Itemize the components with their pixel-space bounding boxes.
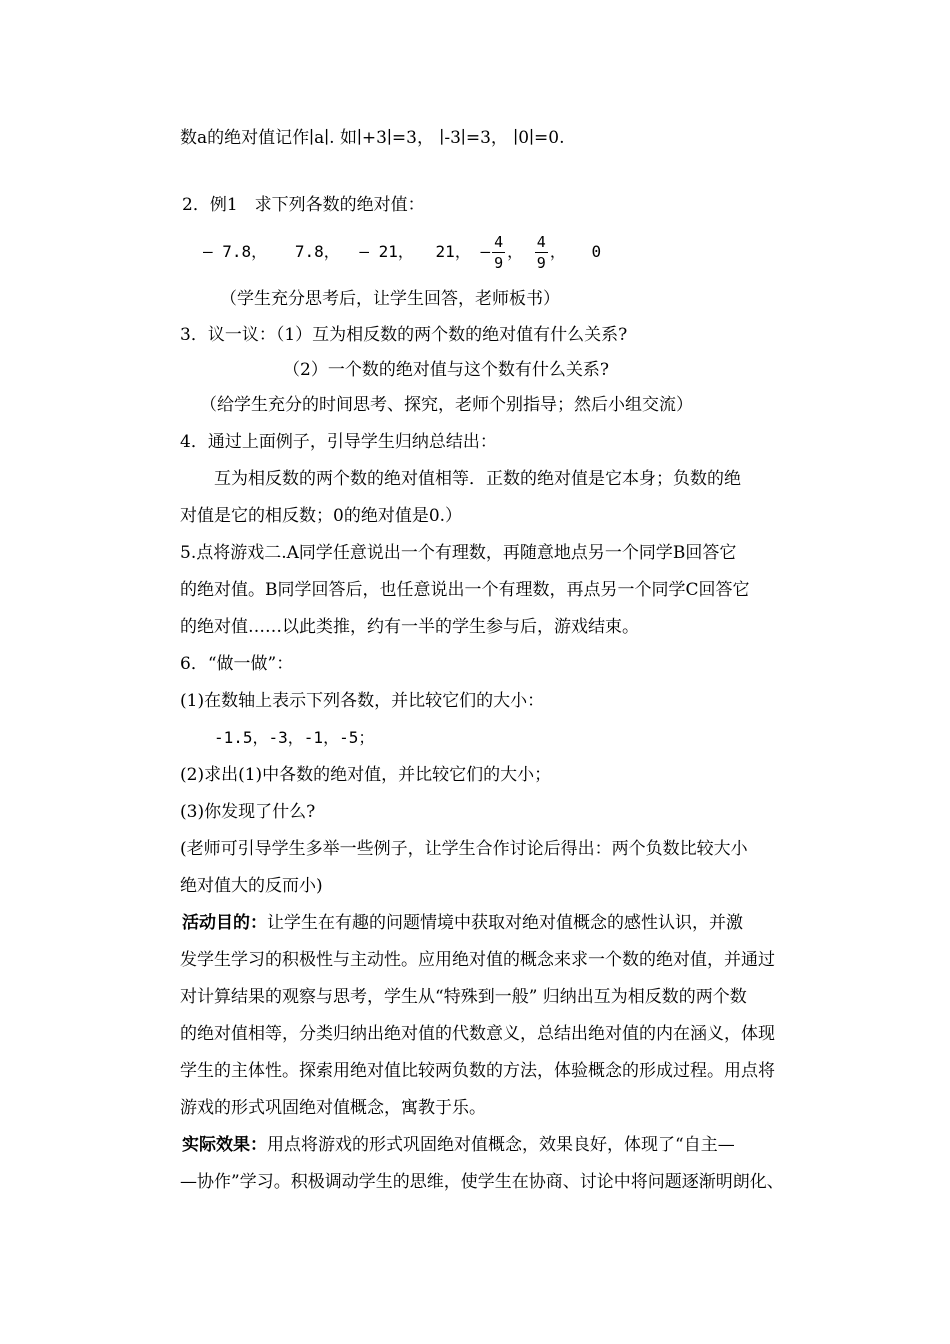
text-line: (老师可引导学生多举一些例子，让学生合作讨论后得出：两个负数比较大小	[180, 839, 748, 859]
text-line: 学生的主体性。探索用绝对值比较两负数的方法，体验概念的形成过程。用点将	[180, 1061, 775, 1081]
text-line: 对值是它的相反数；0的绝对值是0.）	[180, 506, 463, 526]
section-heading: 2．例1 求下列各数的绝对值：	[182, 195, 425, 215]
text-line: (3)你发现了什么?	[180, 802, 316, 822]
fraction-numerator: 4	[494, 233, 504, 251]
text-line: 的绝对值相等，分类归纳出绝对值的代数意义，总结出绝对值的内在涵义，体现	[180, 1024, 775, 1044]
text-line: （给学生充分的时间思考、探究，老师个别指导；然后小组交流）	[200, 395, 693, 415]
text-line: 数a的绝对值记作∣a∣. 如∣+3∣=3， ∣-3∣=3， ∣0∣=0.	[180, 128, 565, 148]
actual-effect-text: 用点将游戏的形式巩固绝对值概念，效果良好，体现了“自主—	[267, 1135, 735, 1155]
separator: ，	[549, 242, 566, 261]
activity-purpose-label: 活动目的：	[182, 913, 267, 933]
text-line: 对计算结果的观察与思考，学生从“特殊到一般” 归纳出互为相反数的两个数	[180, 987, 747, 1007]
text-line: 绝对值大的反而小)	[180, 876, 323, 896]
fraction-numerator: 4	[536, 233, 546, 251]
text-line: (2)求出(1)中各数的绝对值，并比较它们的大小；	[180, 765, 552, 785]
fraction	[535, 232, 548, 273]
text-line: 3．议一议：（1）互为相反数的两个数的绝对值有什么关系?	[180, 325, 628, 345]
example-number: 21，	[435, 242, 471, 261]
text-line: 游戏的形式巩固绝对值概念，寓教于乐。	[180, 1098, 486, 1118]
fraction-denominator: 9	[494, 254, 504, 272]
example-number-list	[203, 232, 601, 273]
text-line: (1)在数轴上表示下列各数，并比较它们的大小：	[180, 691, 545, 711]
text-line: 的绝对值。B同学回答后，也任意说出一个有理数，再点另一个同学C回答它	[180, 580, 750, 600]
fraction-denominator: 9	[536, 254, 546, 272]
fraction	[492, 232, 505, 273]
text-line: 4．通过上面例子，引导学生归纳总结出：	[180, 432, 497, 452]
text-line	[182, 911, 743, 935]
text-line: （2）一个数的绝对值与这个数有什么关系?	[283, 360, 609, 380]
example-number: 0	[591, 242, 602, 261]
separator: ，	[507, 242, 524, 261]
text-line	[182, 1133, 735, 1157]
activity-purpose-text: 让学生在有趣的问题情境中获取对绝对值概念的感性认识，并激	[267, 913, 743, 933]
fraction-sign: –	[480, 242, 491, 261]
text-line: 的绝对值……以此类推，约有一半的学生参与后，游戏结束。	[180, 617, 639, 637]
text-line: （学生充分思考后，让学生回答，老师板书）	[220, 289, 560, 309]
text-line: —协作”学习。积极调动学生的思维，使学生在协商、讨论中将问题逐渐明朗化、	[180, 1172, 784, 1192]
actual-effect-label: 实际效果：	[182, 1135, 267, 1155]
text-line: 6．“做一做”：	[180, 654, 294, 674]
text-line: 发学生学习的积极性与主动性。应用绝对值的概念来求一个数的绝对值，并通过	[180, 950, 775, 970]
text-line: 5.点将游戏二.A同学任意说出一个有理数，再随意地点另一个同学B回答它	[180, 543, 737, 563]
example-number: 7.8，	[294, 242, 340, 261]
text-line: -1.5，-3，-1，-5；	[214, 728, 375, 747]
example-number: – 7.8，	[203, 242, 268, 261]
text-line: 互为相反数的两个数的绝对值相等．正数的绝对值是它本身；负数的绝	[214, 469, 741, 489]
example-number: – 21，	[359, 242, 414, 261]
